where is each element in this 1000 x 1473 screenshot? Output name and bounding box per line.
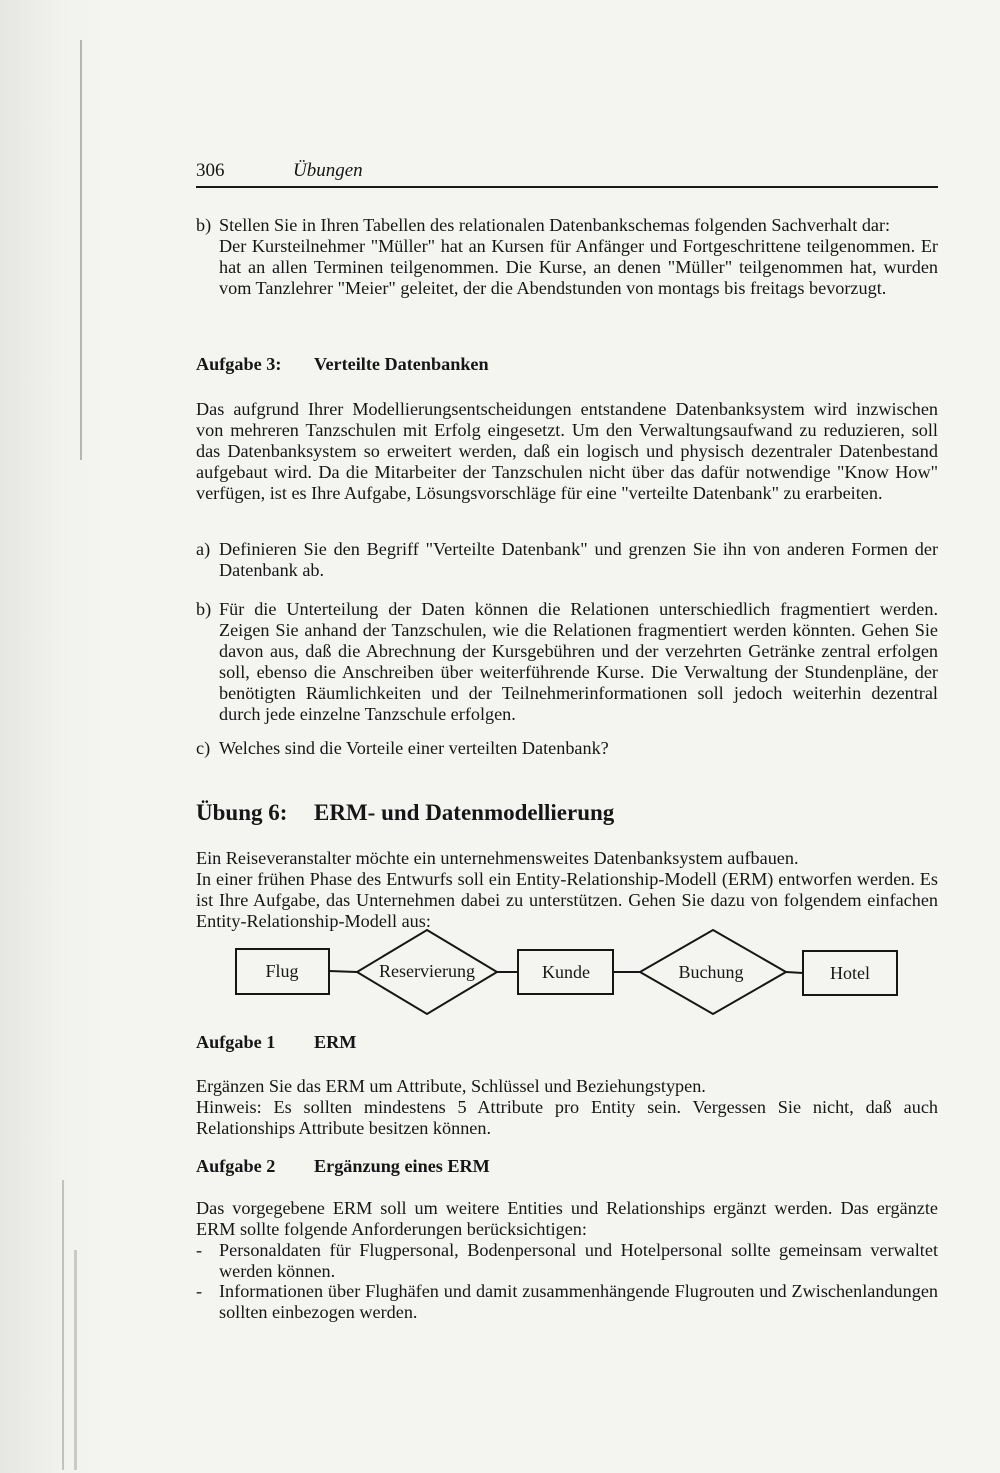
part-b-item (196, 215, 938, 299)
aufgabe1-title: ERM (314, 1032, 357, 1052)
running-header-title: Übungen (293, 160, 363, 181)
aufgabe3-label: Aufgabe 3: (196, 354, 282, 374)
aufgabe2-label: Aufgabe 2 (196, 1156, 276, 1176)
bullet-text: Informationen über Flughäfen und damit zusammenhängende Flugrouten und Zwischenlandungen sollten einbezogen werden. (219, 1281, 938, 1322)
item-label: a) (196, 539, 211, 559)
bullet-item (196, 1281, 938, 1323)
item-text: Welches sind die Vorteile einer verteilten Datenbank? (219, 738, 609, 758)
aufgabe3-title: Verteilte Datenbanken (314, 354, 489, 374)
connector-line (329, 971, 357, 972)
aufgabe2-text: Das vorgegebene ERM soll um weitere Entities und Relationships ergänzt werden. Das ergänzte ERM sollte folgende Anforderungen berücksichtigen: (196, 1198, 938, 1239)
aufgabe1-text2: Hinweis: Es sollten mindestens 5 Attribute pro Entity sein. Vergessen Sie nicht, daß auch Relationships Attribute besitzen können. (196, 1097, 938, 1138)
aufgabe1-text1: Ergänzen Sie das ERM um Attribute, Schlüssel und Beziehungstypen. (196, 1076, 706, 1096)
item-text: Für die Unterteilung der Daten können die Relationen unterschiedlich fragmentiert werden. Zeigen Sie anhand der Tanzschulen, wie die Relationen fragmentiert werden könnten. Gehen Sie davon aus, daß die Abrechnung der Kursgebühren und der verzehrten Getränke zentral erfolgen soll, ebenso die Anschreiben über weiterführende Kurse. Die Verwaltung der Stundenpläne, der benötigten Räumlichkeiten und der Teilnehmerinformationen soll jedoch weiterhin dezentral durch jede einzelne Tanzschule erfolgen. (219, 599, 938, 724)
aufgabe3-item-b (196, 599, 938, 725)
item-label: c) (196, 738, 211, 758)
bullet-marker: - (196, 1281, 203, 1301)
connector-line (786, 972, 803, 973)
uebung6-intro-body: In einer frühen Phase des Entwurfs soll ein Entity-Relationship-Modell (ERM) entworfen werden. Es ist Ihre Aufgabe, das Unternehmen dabei zu unterstützen. Gehen Sie dazu von folgendem einfachen Entity-Relationship-Modell aus: (196, 869, 938, 931)
uebung6-label: Übung 6: (196, 800, 288, 825)
uebung6-intro-line1: Ein Reiseveranstalter möchte ein unternehmensweites Datenbanksystem aufbauen. (196, 848, 799, 868)
header-rule (196, 186, 938, 188)
item-label: b) (196, 599, 212, 619)
entity-flug-label: Flug (265, 961, 299, 981)
aufgabe3-item-a (196, 539, 938, 581)
erm-diagram (0, 920, 1000, 1030)
bullet-text: Personaldaten für Flugpersonal, Bodenpersonal und Hotelpersonal sollte gemeinsam verwaltet werden können. (219, 1240, 938, 1281)
scan-margin-shadow (0, 0, 110, 1473)
item-text: Stellen Sie in Ihren Tabellen des relationalen Datenbankschemas folgenden Sachverhalt dar: (219, 215, 891, 235)
entity-hotel-label: Hotel (830, 963, 870, 983)
bullet-item (196, 1240, 938, 1282)
aufgabe2-title: Ergänzung eines ERM (314, 1156, 490, 1176)
bullet-marker: - (196, 1240, 203, 1260)
scan-artifact-line (62, 1180, 64, 1470)
scan-artifact-line (80, 40, 82, 460)
item-text-continued: Der Kursteilnehmer "Müller" hat an Kursen für Anfänger und Fortgeschrittene teilgenommen. Er hat an allen Terminen teilgenommen. Die Kurse, an denen "Müller" teilgenommen hat, wurden vom Tanzlehrer "Meier" geleitet, der die Abendstunden von montags bis freitags bevorzugt. (219, 236, 938, 298)
uebung6-title: ERM- und Datenmodellierung (314, 800, 615, 825)
aufgabe1-label: Aufgabe 1 (196, 1032, 276, 1052)
aufgabe3-item-c (196, 738, 938, 759)
aufgabe3-intro: Das aufgrund Ihrer Modellierungsentscheidungen entstandene Datenbanksystem wird inzwischen von mehreren Tanzschulen mit Erfolg eingesetzt. Um den Verwaltungsaufwand zu reduzieren, soll das Datenbanksystem so erweitert werden, daß ein logisch und physisch dezentraler Datenbestand aufgebaut wird. Da die Mitarbeiter der Tanzschulen nicht über das dafür notwendige "Know How" verfügen, ist es Ihre Aufgabe, Lösungsvorschläge für eine "verteilte Datenbank" zu erarbeiten. (196, 399, 938, 503)
item-label: b) (196, 215, 212, 235)
relationship-reservierung-label: Reservierung (379, 961, 475, 981)
page-number: 306 (196, 160, 225, 181)
scan-artifact-line (74, 1250, 77, 1470)
relationship-buchung-label: Buchung (678, 962, 744, 982)
entity-kunde-label: Kunde (542, 962, 590, 982)
item-text: Definieren Sie den Begriff "Verteilte Datenbank" und grenzen Sie ihn von anderen Formen der Datenbank ab. (219, 539, 938, 580)
